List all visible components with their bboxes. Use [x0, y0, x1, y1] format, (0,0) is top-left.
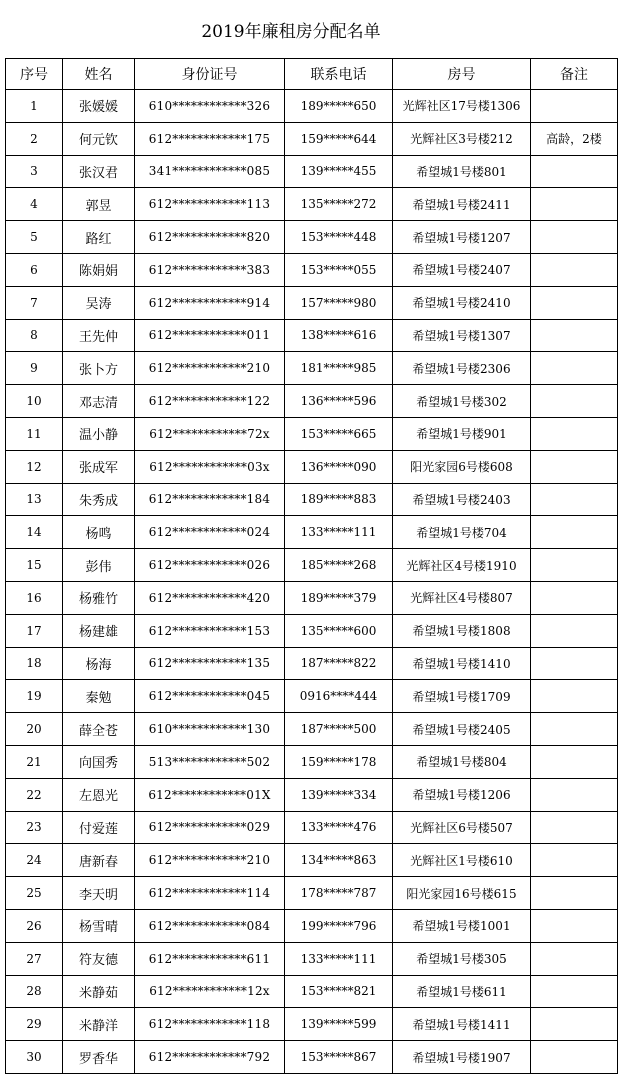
cell-id-number: 612************611 [135, 942, 285, 975]
header-note: 备注 [531, 59, 618, 90]
cell-phone: 0916****444 [285, 680, 393, 713]
cell-phone: 189*****650 [285, 90, 393, 123]
cell-note [531, 975, 618, 1008]
cell-id-number: 612************210 [135, 844, 285, 877]
cell-id-number: 612************114 [135, 877, 285, 910]
cell-id-number: 612************420 [135, 581, 285, 614]
cell-no: 22 [6, 778, 63, 811]
cell-no: 23 [6, 811, 63, 844]
table-row [6, 417, 618, 450]
cell-id-number: 612************210 [135, 352, 285, 385]
cell-id-number: 513************502 [135, 745, 285, 778]
cell-phone: 153*****821 [285, 975, 393, 1008]
cell-phone: 138*****616 [285, 319, 393, 352]
cell-name: 米静茹 [63, 975, 135, 1008]
table-row [6, 483, 618, 516]
cell-room: 光辉社区17号楼1306 [393, 90, 531, 123]
cell-phone: 133*****111 [285, 942, 393, 975]
cell-id-number: 612************820 [135, 221, 285, 254]
cell-note [531, 90, 618, 123]
cell-room: 希望城1号楼2405 [393, 713, 531, 746]
cell-id-number: 612************175 [135, 122, 285, 155]
cell-id-number: 612************914 [135, 286, 285, 319]
cell-id-number: 612************045 [135, 680, 285, 713]
cell-id-number: 612************01X [135, 778, 285, 811]
cell-note [531, 450, 618, 483]
table-row [6, 647, 618, 680]
header-no: 序号 [6, 59, 63, 90]
cell-name: 李天明 [63, 877, 135, 910]
cell-no: 27 [6, 942, 63, 975]
cell-note [531, 877, 618, 910]
cell-phone: 133*****476 [285, 811, 393, 844]
cell-note [531, 352, 618, 385]
cell-name: 左恩光 [63, 778, 135, 811]
cell-no: 24 [6, 844, 63, 877]
cell-phone: 178*****787 [285, 877, 393, 910]
cell-note [531, 253, 618, 286]
cell-note [531, 942, 618, 975]
cell-no: 9 [6, 352, 63, 385]
table-header-row [6, 59, 618, 90]
cell-no: 20 [6, 713, 63, 746]
cell-note [531, 614, 618, 647]
cell-name: 郭昱 [63, 188, 135, 221]
cell-name: 张卜方 [63, 352, 135, 385]
table-row [6, 188, 618, 221]
cell-note [531, 680, 618, 713]
cell-room: 希望城1号楼1907 [393, 1041, 531, 1074]
cell-room: 希望城1号楼1207 [393, 221, 531, 254]
cell-name: 米静洋 [63, 1008, 135, 1041]
table-row [6, 450, 618, 483]
cell-no: 3 [6, 155, 63, 188]
cell-no: 2 [6, 122, 63, 155]
cell-note [531, 647, 618, 680]
cell-no: 15 [6, 549, 63, 582]
cell-name: 付爱莲 [63, 811, 135, 844]
table-row [6, 713, 618, 746]
cell-note [531, 549, 618, 582]
cell-note [531, 844, 618, 877]
cell-phone: 189*****883 [285, 483, 393, 516]
cell-name: 唐新春 [63, 844, 135, 877]
cell-no: 11 [6, 417, 63, 450]
cell-name: 杨建雄 [63, 614, 135, 647]
cell-room: 希望城1号楼801 [393, 155, 531, 188]
header-phone: 联系电话 [285, 59, 393, 90]
table-row [6, 844, 618, 877]
cell-id-number: 612************135 [135, 647, 285, 680]
cell-id-number: 610************326 [135, 90, 285, 123]
cell-phone: 139*****455 [285, 155, 393, 188]
cell-room: 希望城1号楼2306 [393, 352, 531, 385]
cell-phone: 153*****665 [285, 417, 393, 450]
table-row [6, 680, 618, 713]
cell-note: 高龄，2楼 [531, 122, 618, 155]
cell-room: 希望城1号楼804 [393, 745, 531, 778]
cell-no: 8 [6, 319, 63, 352]
cell-no: 16 [6, 581, 63, 614]
cell-name: 杨鸣 [63, 516, 135, 549]
cell-room: 希望城1号楼1206 [393, 778, 531, 811]
cell-phone: 136*****090 [285, 450, 393, 483]
cell-room: 希望城1号楼2407 [393, 253, 531, 286]
cell-phone: 189*****379 [285, 581, 393, 614]
table-row [6, 155, 618, 188]
cell-id-number: 612************118 [135, 1008, 285, 1041]
cell-room: 光辉社区3号楼212 [393, 122, 531, 155]
cell-note [531, 778, 618, 811]
cell-id-number: 612************153 [135, 614, 285, 647]
cell-name: 温小静 [63, 417, 135, 450]
cell-phone: 135*****272 [285, 188, 393, 221]
cell-phone: 153*****448 [285, 221, 393, 254]
cell-name: 杨雪晴 [63, 909, 135, 942]
cell-room: 光辉社区4号楼807 [393, 581, 531, 614]
table-row [6, 811, 618, 844]
table-row [6, 286, 618, 319]
cell-phone: 136*****596 [285, 385, 393, 418]
table-row [6, 877, 618, 910]
cell-room: 希望城1号楼1307 [393, 319, 531, 352]
cell-note [531, 417, 618, 450]
cell-note [531, 909, 618, 942]
cell-phone: 187*****500 [285, 713, 393, 746]
cell-room: 希望城1号楼302 [393, 385, 531, 418]
cell-no: 10 [6, 385, 63, 418]
cell-room: 光辉社区6号楼507 [393, 811, 531, 844]
cell-room: 光辉社区1号楼610 [393, 844, 531, 877]
table-row [6, 319, 618, 352]
cell-note [531, 188, 618, 221]
cell-room: 希望城1号楼704 [393, 516, 531, 549]
cell-note [531, 319, 618, 352]
cell-id-number: 341************085 [135, 155, 285, 188]
cell-note [531, 385, 618, 418]
cell-id-number: 612************029 [135, 811, 285, 844]
cell-room: 希望城1号楼1001 [393, 909, 531, 942]
cell-phone: 135*****600 [285, 614, 393, 647]
cell-note [531, 155, 618, 188]
cell-room: 希望城1号楼1709 [393, 680, 531, 713]
cell-note [531, 581, 618, 614]
cell-room: 希望城1号楼305 [393, 942, 531, 975]
cell-no: 21 [6, 745, 63, 778]
cell-phone: 187*****822 [285, 647, 393, 680]
cell-phone: 159*****178 [285, 745, 393, 778]
table-row [6, 221, 618, 254]
cell-note [531, 1041, 618, 1074]
cell-no: 17 [6, 614, 63, 647]
cell-note [531, 516, 618, 549]
table-row [6, 90, 618, 123]
cell-phone: 139*****334 [285, 778, 393, 811]
table-row [6, 1041, 618, 1074]
cell-room: 希望城1号楼2403 [393, 483, 531, 516]
cell-note [531, 713, 618, 746]
cell-name: 何元钦 [63, 122, 135, 155]
table-row [6, 1008, 618, 1041]
cell-phone: 153*****055 [285, 253, 393, 286]
cell-id-number: 612************084 [135, 909, 285, 942]
table-row [6, 778, 618, 811]
cell-name: 杨海 [63, 647, 135, 680]
cell-name: 吴涛 [63, 286, 135, 319]
cell-room: 希望城1号楼2411 [393, 188, 531, 221]
table-row [6, 385, 618, 418]
cell-phone: 157*****980 [285, 286, 393, 319]
cell-room: 希望城1号楼611 [393, 975, 531, 1008]
cell-room: 希望城1号楼2410 [393, 286, 531, 319]
cell-name: 张汉君 [63, 155, 135, 188]
cell-phone: 134*****863 [285, 844, 393, 877]
cell-id-number: 612************03x [135, 450, 285, 483]
cell-no: 4 [6, 188, 63, 221]
table-row [6, 253, 618, 286]
cell-name: 杨雅竹 [63, 581, 135, 614]
cell-no: 30 [6, 1041, 63, 1074]
cell-name: 王先仲 [63, 319, 135, 352]
cell-phone: 153*****867 [285, 1041, 393, 1074]
cell-name: 符友德 [63, 942, 135, 975]
cell-room: 希望城1号楼901 [393, 417, 531, 450]
cell-no: 25 [6, 877, 63, 910]
table-row [6, 581, 618, 614]
cell-name: 陈娟娟 [63, 253, 135, 286]
cell-no: 1 [6, 90, 63, 123]
header-id: 身份证号 [135, 59, 285, 90]
cell-name: 薛全苍 [63, 713, 135, 746]
table-row [6, 745, 618, 778]
table-row [6, 549, 618, 582]
cell-room: 光辉社区4号楼1910 [393, 549, 531, 582]
table-body [6, 90, 618, 1074]
cell-note [531, 483, 618, 516]
cell-id-number: 612************113 [135, 188, 285, 221]
cell-id-number: 612************026 [135, 549, 285, 582]
cell-no: 26 [6, 909, 63, 942]
cell-room: 阳光家园16号楼615 [393, 877, 531, 910]
cell-id-number: 612************383 [135, 253, 285, 286]
cell-no: 12 [6, 450, 63, 483]
cell-phone: 139*****599 [285, 1008, 393, 1041]
table-row [6, 122, 618, 155]
table-row [6, 352, 618, 385]
cell-id-number: 612************184 [135, 483, 285, 516]
cell-id-number: 610************130 [135, 713, 285, 746]
cell-note [531, 745, 618, 778]
table-row [6, 516, 618, 549]
cell-no: 6 [6, 253, 63, 286]
table-row [6, 975, 618, 1008]
cell-name: 张成军 [63, 450, 135, 483]
document-title: 2019年廉租房分配名单 [201, 22, 381, 42]
table-row [6, 614, 618, 647]
table-row [6, 909, 618, 942]
cell-id-number: 612************122 [135, 385, 285, 418]
allocation-table [5, 58, 618, 1074]
cell-note [531, 811, 618, 844]
cell-no: 7 [6, 286, 63, 319]
cell-no: 14 [6, 516, 63, 549]
cell-room: 希望城1号楼1411 [393, 1008, 531, 1041]
cell-name: 向国秀 [63, 745, 135, 778]
cell-id-number: 612************024 [135, 516, 285, 549]
cell-name: 秦勉 [63, 680, 135, 713]
cell-phone: 159*****644 [285, 122, 393, 155]
cell-name: 朱秀成 [63, 483, 135, 516]
cell-no: 13 [6, 483, 63, 516]
cell-name: 张媛媛 [63, 90, 135, 123]
cell-note [531, 286, 618, 319]
cell-name: 路红 [63, 221, 135, 254]
cell-id-number: 612************792 [135, 1041, 285, 1074]
cell-room: 希望城1号楼1410 [393, 647, 531, 680]
cell-phone: 185*****268 [285, 549, 393, 582]
header-room: 房号 [393, 59, 531, 90]
cell-room: 希望城1号楼1808 [393, 614, 531, 647]
cell-phone: 199*****796 [285, 909, 393, 942]
header-name: 姓名 [63, 59, 135, 90]
cell-name: 罗香华 [63, 1041, 135, 1074]
cell-room: 阳光家园6号楼608 [393, 450, 531, 483]
cell-phone: 133*****111 [285, 516, 393, 549]
cell-name: 邓志清 [63, 385, 135, 418]
cell-id-number: 612************12x [135, 975, 285, 1008]
cell-no: 5 [6, 221, 63, 254]
table-row [6, 942, 618, 975]
cell-id-number: 612************011 [135, 319, 285, 352]
cell-no: 29 [6, 1008, 63, 1041]
cell-note [531, 1008, 618, 1041]
cell-name: 彭伟 [63, 549, 135, 582]
cell-note [531, 221, 618, 254]
cell-no: 28 [6, 975, 63, 1008]
cell-no: 18 [6, 647, 63, 680]
cell-no: 19 [6, 680, 63, 713]
cell-id-number: 612************72x [135, 417, 285, 450]
cell-phone: 181*****985 [285, 352, 393, 385]
